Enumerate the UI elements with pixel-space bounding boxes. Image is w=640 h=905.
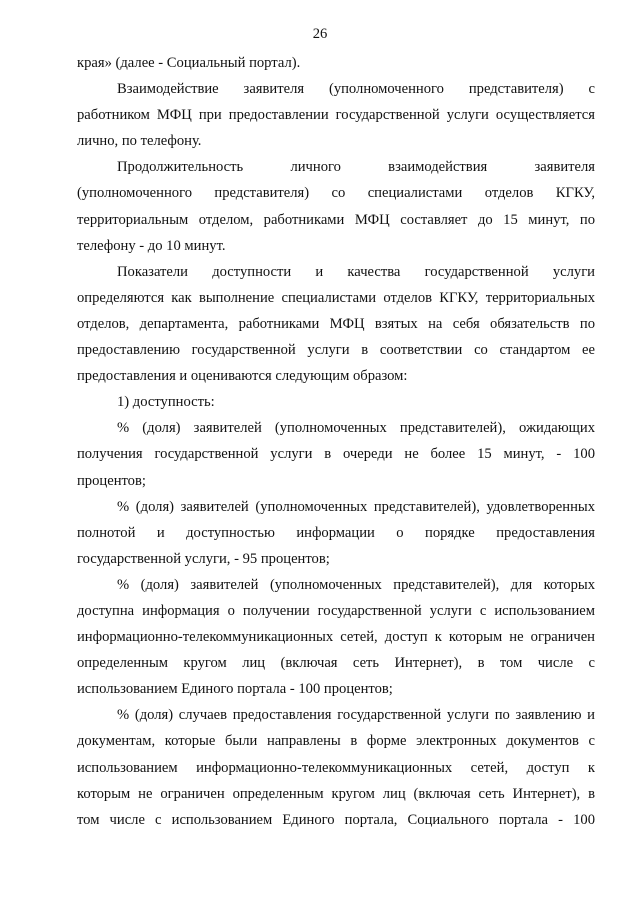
- text-line: том числе с использованием Единого портала, Социального портала - 100: [77, 811, 595, 828]
- text-line: доступна информация о получении государственной услуги с использованием: [77, 602, 595, 619]
- text-line: использованием информационно-телекоммуникационных сетей, доступ к: [77, 759, 595, 776]
- page-number: 26: [312, 26, 328, 42]
- text-line: отделов, департамента, работниками МФЦ взятых на себя обязательств по: [77, 315, 595, 332]
- text-line: края» (далее - Социальный портал).: [77, 55, 301, 71]
- text-line: информационно-телекоммуникационных сетей, доступ к которым не ограничен: [77, 629, 595, 646]
- text-line: (уполномоченного представителя) со специалистами отделов КГКУ,: [77, 185, 595, 202]
- text-line: % (доля) случаев предоставления государственной услуги по заявлению и: [117, 707, 595, 724]
- text-line: полнотой и доступностью информации о порядке предоставления: [77, 524, 595, 541]
- text-line: которым не ограничен определенным кругом лиц (включая сеть Интернет), в: [77, 785, 595, 802]
- text-line: предоставления и оцениваются следующим образом:: [77, 368, 408, 385]
- text-line: % (доля) заявителей (уполномоченных представителей), ожидающих: [117, 420, 595, 437]
- text-line: государственной услуги, - 95 процентов;: [77, 550, 330, 567]
- text-line: лично, по телефону.: [77, 133, 202, 150]
- text-line: процентов;: [77, 472, 146, 489]
- text-line: % (доля) заявителей (уполномоченных представителей), удовлетворенных: [117, 498, 595, 515]
- text-line: работником МФЦ при предоставлении государственной услуги осуществляется: [77, 107, 595, 124]
- text-line: территориальным отделом, работниками МФЦ составляет до 15 минут, по: [77, 211, 595, 228]
- text-line: документам, которые были направлены в форме электронных документов с: [77, 733, 595, 750]
- text-line: Показатели доступности и качества государственной услуги: [117, 263, 595, 280]
- text-line: Продолжительность личного взаимодействия заявителя: [117, 159, 595, 176]
- text-line: 1) доступность:: [117, 394, 215, 411]
- text-line: Взаимодействие заявителя (уполномоченного представителя) с: [117, 81, 595, 98]
- text-line: % (доля) заявителей (уполномоченных представителей), для которых: [117, 576, 595, 593]
- text-line: использованием Единого портала - 100 процентов;: [77, 681, 393, 698]
- text-line: получения государственной услуги в очереди не более 15 минут, - 100: [77, 446, 595, 463]
- document-body: [77, 50, 595, 833]
- text-line: определяются как выполнение специалистами отделов КГКУ, территориальных: [77, 289, 595, 306]
- text-line: предоставлению государственной услуги в соответствии со стандартом ее: [77, 342, 595, 359]
- text-line: определенным кругом лиц (включая сеть Интернет), в том числе с: [77, 655, 595, 672]
- text-line: телефону - до 10 минут.: [77, 237, 226, 254]
